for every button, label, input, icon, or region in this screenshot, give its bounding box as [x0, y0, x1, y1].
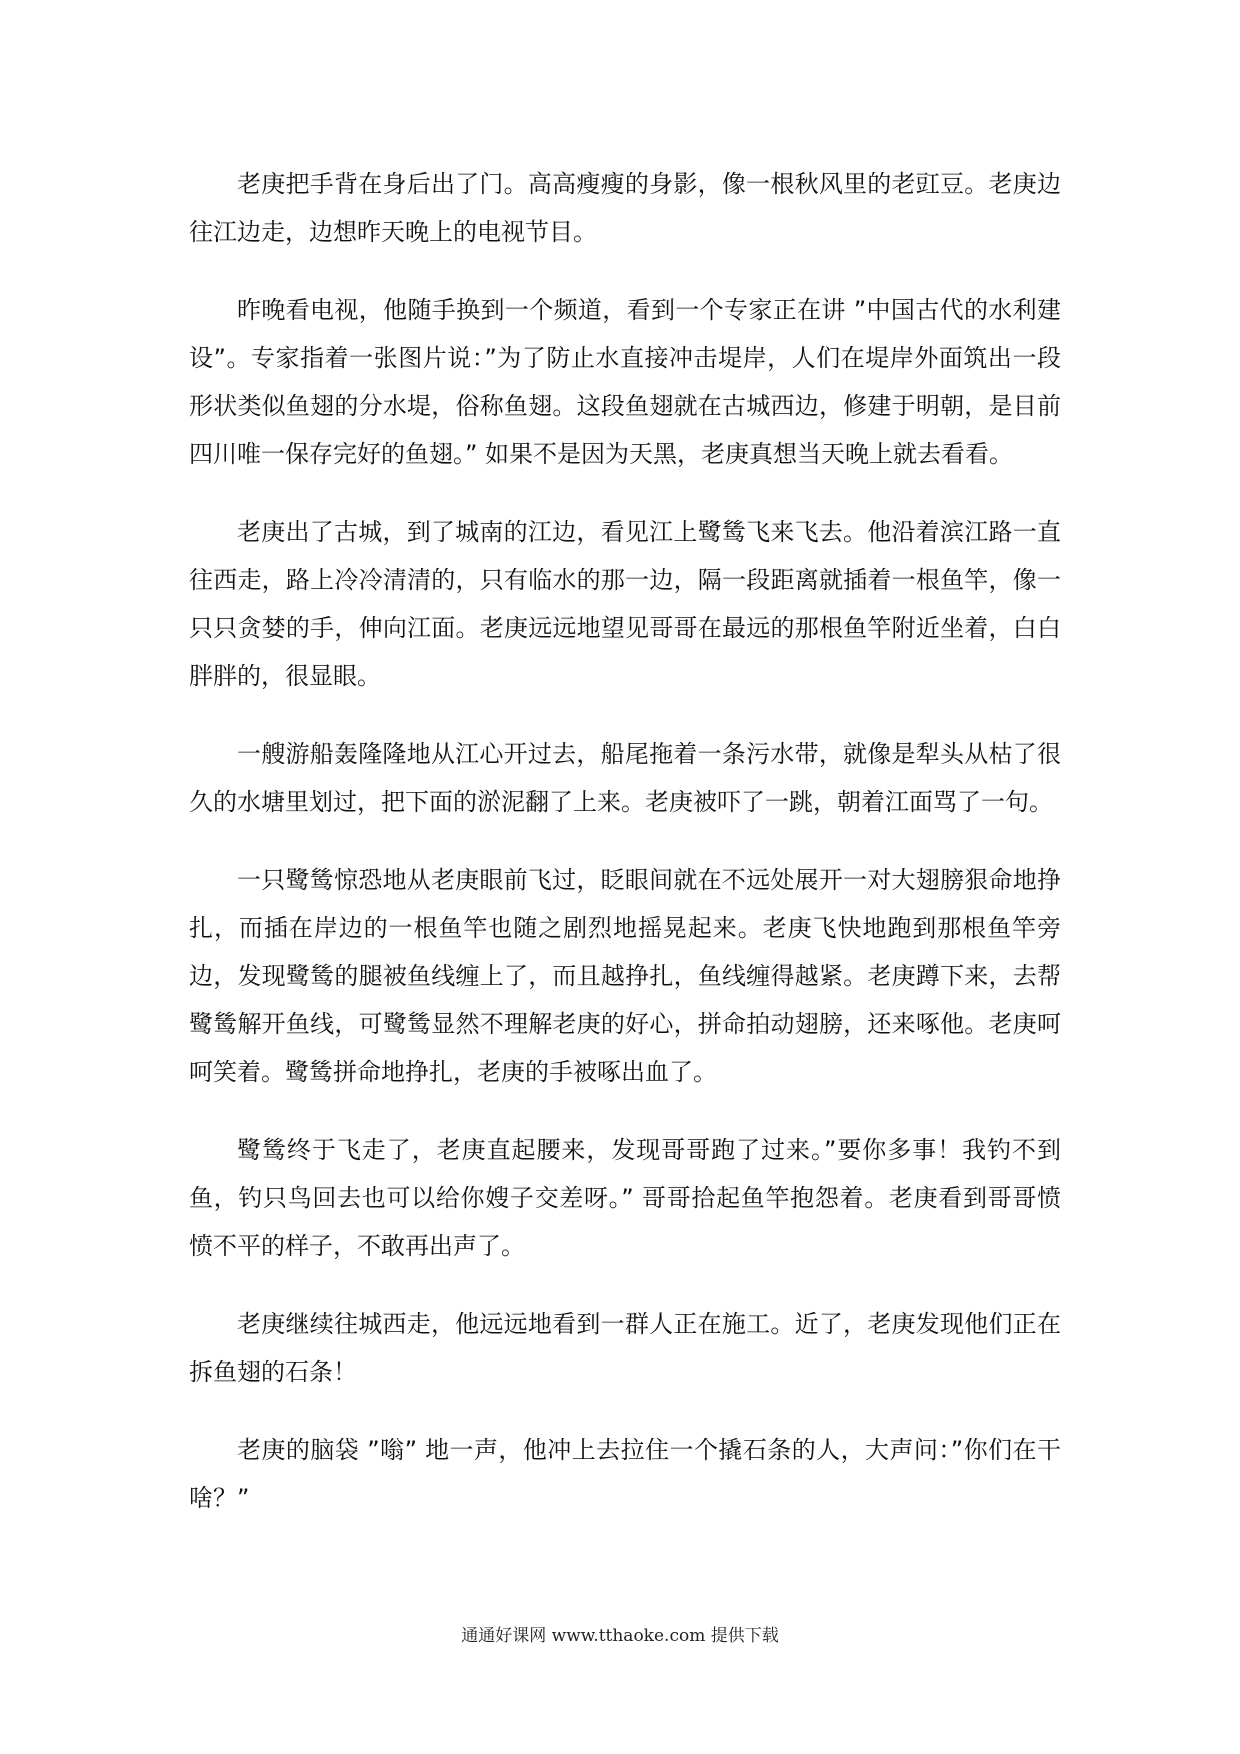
paragraph-7: 老庚继续往城西走，他远远地看到一群人正在施工。近了，老庚发现他们正在拆鱼翅的石条！	[189, 1310, 1061, 1386]
page-footer: 通通好课网 www.tthaoke.com 提供下载	[461, 1626, 779, 1646]
paragraph-4: 一艘游船轰隆隆地从江心开过去，船尾拖着一条污水带，就像是犁头从枯了很久的水塘里划过，把下面的淤泥翻了上来。老庚被吓了一跳，朝着江面骂了一句。	[189, 740, 1061, 816]
paragraph-3: 老庚出了古城，到了城南的江边，看见江上鹭鸶飞来飞去。他沿着滨江路一直往西走，路上冷冷清清的，只有临水的那一边，隔一段距离就插着一根鱼竿，像一只只贪婪的手，伸向江面。老庚远远地望见哥哥在最远的那根鱼竿附近坐着，白白胖胖的，很显眼。	[189, 518, 1061, 690]
paragraph-6: 鹭鸶终于飞走了，老庚直起腰来，发现哥哥跑了过来。”要你多事！我钓不到鱼，钓只鸟回去也可以给你嫂子交差呀。” 哥哥拾起鱼竿抱怨着。老庚看到哥哥愤愤不平的样子，不敢再出声了。	[189, 1136, 1061, 1260]
paragraph-2: 昨晚看电视，他随手换到一个频道，看到一个专家正在讲 ”中国古代的水利建设”。专家指着一张图片说：”为了防止水直接冲击堤岸，人们在堤岸外面筑出一段形状类似鱼翅的分水堤，俗称鱼翅。这段鱼翅就在古城西边，修建于明朝，是目前四川唯一保存完好的鱼翅。” 如果不是因为天黑，老庚真想当天晚上就去看看。	[189, 296, 1061, 468]
paragraph-5: 一只鹭鸶惊恐地从老庚眼前飞过，眨眼间就在不远处展开一对大翅膀狠命地挣扎，而插在岸边的一根鱼竿也随之剧烈地摇晃起来。老庚飞快地跑到那根鱼竿旁边，发现鹭鸶的腿被鱼线缠上了，而且越挣扎，鱼线缠得越紧。老庚蹲下来，去帮鹭鸶解开鱼线，可鹭鸶显然不理解老庚的好心，拼命拍动翅膀，还来啄他。老庚呵呵笑着。鹭鸶拼命地挣扎，老庚的手被啄出血了。	[189, 866, 1061, 1086]
article-body	[189, 160, 1061, 1552]
paragraph-1: 老庚把手背在身后出了门。高高瘦瘦的身影，像一根秋风里的老豇豆。老庚边往江边走，边想昨天晚上的电视节目。	[189, 170, 1061, 246]
paragraph-8: 老庚的脑袋 ”嗡” 地一声，他冲上去拉住一个撬石条的人，大声问：”你们在干啥？”	[189, 1436, 1061, 1512]
